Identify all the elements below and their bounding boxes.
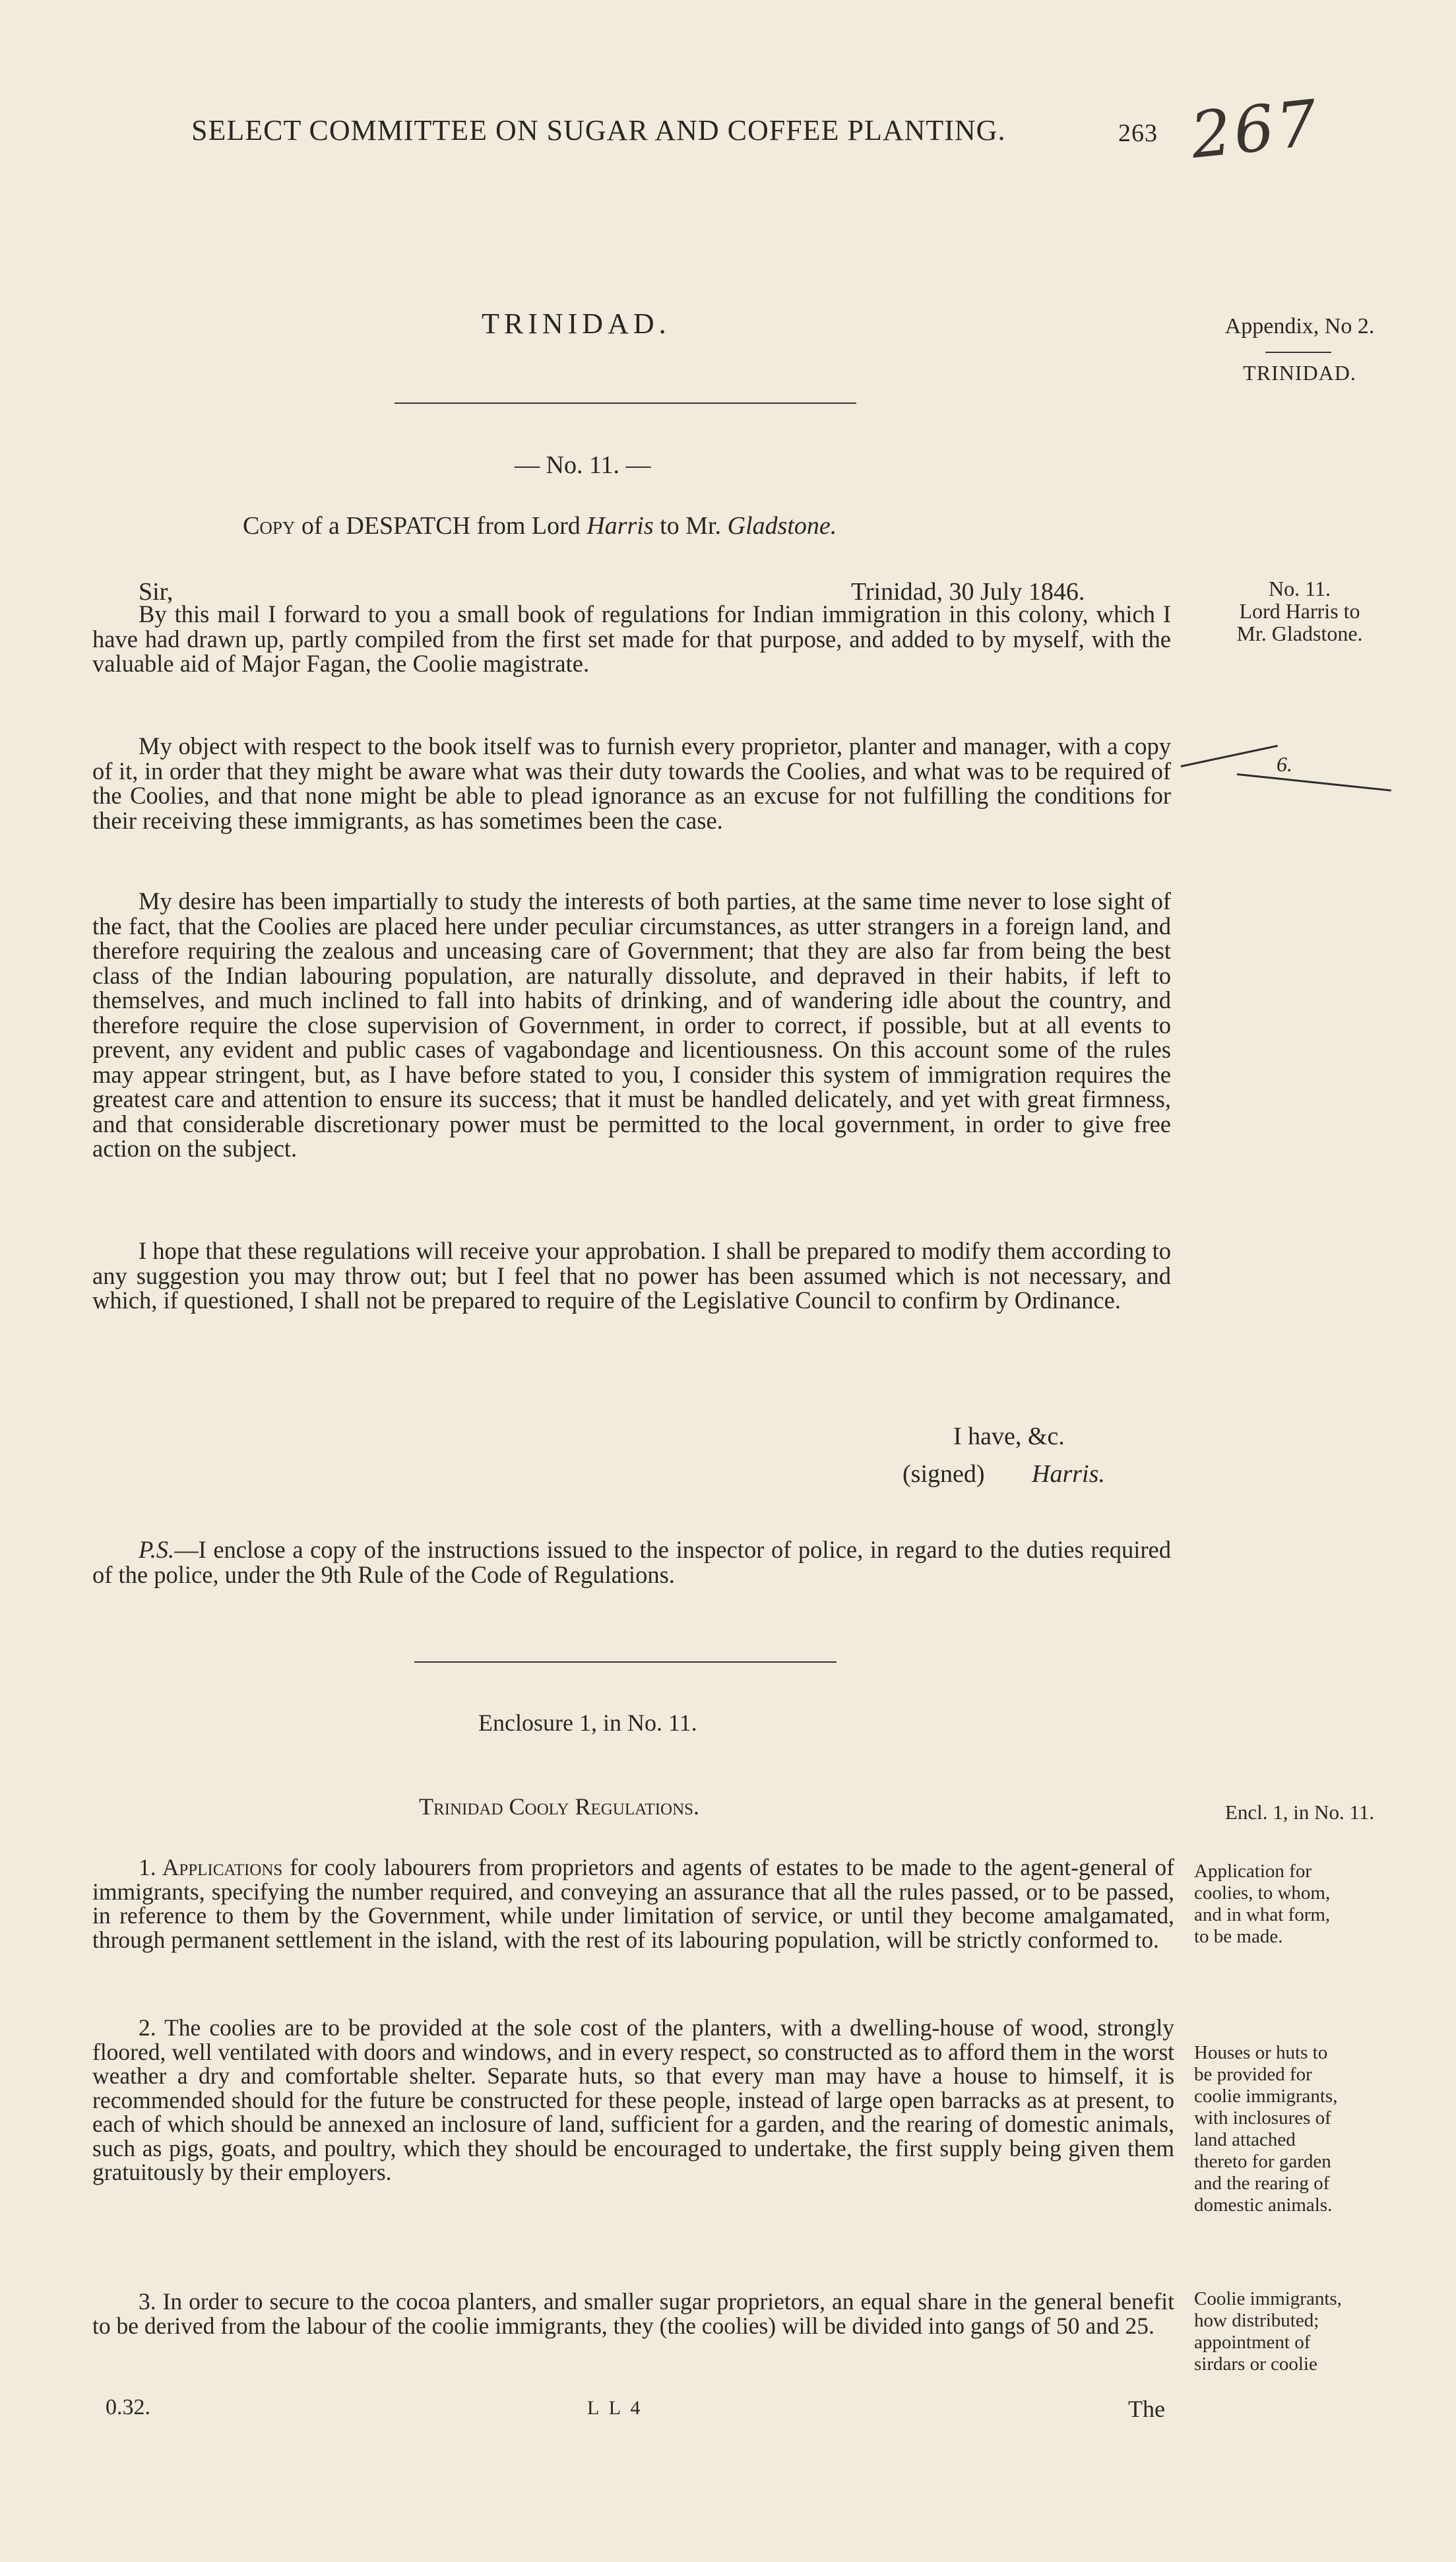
page-number: 263 — [1118, 119, 1158, 147]
copy-name-2: Gladstone. — [727, 512, 837, 540]
margin-despatch-note — [1194, 577, 1405, 645]
margin-houses-line-7: and the rearing of — [1194, 2173, 1330, 2194]
enclosure-title: Enclosure 1, in No. 11. — [478, 1710, 697, 1736]
letter-paragraph-1: By this mail I forward to you a small book of regulations for Indian immigration in this colony, which I have had drawn up, partly compiled from the first set made for that purpose, and added to by myself, with the valuable aid of Major Fagan, the Coolie magistrate. — [92, 600, 1171, 677]
margin-appendix: Appendix, No 2. — [1224, 314, 1375, 338]
copy-name-1: Harris — [586, 512, 654, 540]
handwritten-page-number: 267 — [1187, 86, 1323, 173]
margin-coolie-line-3: appointment of — [1194, 2332, 1311, 2353]
margin-app-line-1: Application for — [1194, 1861, 1312, 1882]
margin-coolie-line-2: how distributed; — [1194, 2310, 1319, 2331]
copy-prefix: Copy — [243, 512, 296, 540]
letter-date: Trinidad, 30 July 1846. — [851, 578, 1085, 606]
margin-houses-line-3: coolie immigrants, — [1194, 2086, 1338, 2107]
regulation-1 — [92, 1855, 1174, 1952]
letter-paragraph-2: My object with respect to the book itself was to furnish every proprietor, planter and manager, with a copy of it, in order that they might be aware what was their duty towards the Coolies, and what was to be required of the Coolies, and that none might be able to plead ignorance as an excuse for not fulfilling the conditions for their receiving these immigrants, as has sometimes been the case. — [92, 732, 1171, 834]
signature-line — [902, 1459, 1105, 1489]
regulation-1-lead: 1. Applications — [139, 1854, 283, 1880]
despatch-number: — No. 11. — — [515, 451, 651, 479]
margin-trinidad: TRINIDAD. — [1243, 361, 1356, 385]
enclosure-rule — [414, 1661, 837, 1663]
margin-enclosure: Encl. 1, in No. 11. — [1224, 1801, 1375, 1824]
ps-label: P.S. — [139, 1536, 175, 1563]
margin-to: Mr. Gladstone. — [1236, 622, 1363, 645]
margin-pen-stroke-2 — [1237, 773, 1391, 792]
margin-application-note — [1194, 1861, 1405, 1948]
margin-houses-line-6: thereto for garden — [1194, 2151, 1331, 2172]
salutation: Sir, — [139, 578, 174, 606]
margin-houses-line-1: Houses or huts to — [1194, 2042, 1328, 2063]
postscript — [92, 1537, 1171, 1587]
header-title: SELECT COMMITTEE ON SUGAR AND COFFEE PLANTING. — [191, 114, 1006, 146]
regulation-1-text: for cooly labourers from proprietors and agents of estates to be made to the agent-general of immigrants, specifying the number required, and conveying an assurance that all the rules passed, or to be passed, in reference to them by the Government, while under limitation of service, or until they become amalgamated, through permanent settlement in the island, with the rest of its labouring population, will be strictly conformed to. — [92, 1854, 1175, 1953]
footer-signature-mark: L L 4 — [587, 2397, 643, 2419]
regulations-title: Trinidad Cooly Regulations. — [419, 1793, 700, 1820]
margin-coolie-line-4: sirdars or coolie — [1194, 2354, 1317, 2375]
margin-rule — [1265, 352, 1331, 353]
footer-reference: 0.32. — [106, 2395, 150, 2419]
copy-text-1: of a DESPATCH from Lord — [295, 512, 587, 540]
copy-text-2: to Mr. — [653, 512, 728, 540]
letter-paragraph-4: I hope that these regulations will receive your approbation. I shall be prepared to modify them according to any suggestion you may throw out; but I feel that no power has been assumed which is not necessary, and which, if questioned, I shall not be prepared to require of the Legislative Council to confirm by Ordinance. — [92, 1237, 1171, 1314]
margin-coolie-line-1: Coolie immigrants, — [1194, 2288, 1342, 2309]
margin-app-line-4: to be made. — [1194, 1926, 1283, 1947]
margin-houses-line-5: land attached — [1194, 2129, 1296, 2150]
margin-coolie-note — [1194, 2288, 1405, 2375]
despatch-heading — [243, 511, 837, 540]
signed-name: Harris. — [1032, 1460, 1105, 1488]
section-title: TRINIDAD. — [482, 307, 671, 340]
margin-app-line-3: and in what form, — [1194, 1904, 1331, 1925]
regulation-2: 2. The coolies are to be provided at the sole cost of the planters, with a dwelling-house of wood, strongly floored, well ventilated with doors and windows, and in every respect, so constructed as to afford them in the worst weather a dry and comfortable shelter. Separate huts, so that every man may have a house to himself, it is recommended should for the future be constructed for these people, instead of large open barracks as at present, to each of which should be annexed an inclosure of land, sufficient for a garden, and the rearing of domestic animals, such as pigs, goats, and poultry, which they should be encouraged to undertake, the first supply being given them gratuitously by their employers. — [92, 2014, 1174, 2185]
closing: I have, &c. — [953, 1423, 1065, 1450]
margin-houses-line-8: domestic animals. — [1194, 2194, 1333, 2216]
catchword: The — [1128, 2396, 1165, 2422]
margin-houses-line-4: with inclosures of — [1194, 2107, 1331, 2129]
margin-no11: No. 11. — [1269, 577, 1331, 600]
margin-from: Lord Harris to — [1239, 599, 1360, 623]
title-rule — [395, 402, 856, 404]
margin-app-line-2: coolies, to whom, — [1194, 1882, 1331, 1904]
signed-label: (signed) — [902, 1460, 985, 1488]
margin-houses-note — [1194, 2042, 1405, 2216]
margin-houses-line-2: be provided for — [1194, 2064, 1312, 2085]
letter-paragraph-3: My desire has been impartially to study the interests of both parties, at the same time never to lose sight of the fact, that the Coolies are placed here under peculiar circumstances, as utter strangers in a foreign land, and therefore requiring the zealous and unceasing care of Government; that they are also far from being the best class of the Indian labouring population, are naturally dissolute, and depraved in their habits, if left to themselves, and much inclined to fall into habits of drinking, and of wandering idle about the country, and therefore require the close supervision of Government, in order to correct, if possible, but at all events to prevent, any evident and public cases of vagabondage and licentiousness. On this account some of the rules may appear stringent, but, as I have before stated to you, I consider this system of immigration requires the greatest care and attention to ensure its success; that it must be handled delicately, and yet with great firmness, and that considerable discretionary power must be permitted to the local government, in order to give free action on the subject. — [92, 887, 1171, 1162]
regulation-3: 3. In order to secure to the cocoa planters, and smaller sugar proprietors, an equal share in the general benefit to be derived from the labour of the coolie immigrants, they (the coolies) will be divided into gangs of 50 and 25. — [92, 2288, 1174, 2339]
ps-text: —I enclose a copy of the instructions issued to the inspector of police, in regard to the duties required of the police, under the 9th Rule of the Code of Regulations. — [92, 1536, 1171, 1588]
margin-handwritten-six: 6. — [1277, 752, 1292, 776]
margin-pen-stroke-1 — [1181, 745, 1278, 767]
